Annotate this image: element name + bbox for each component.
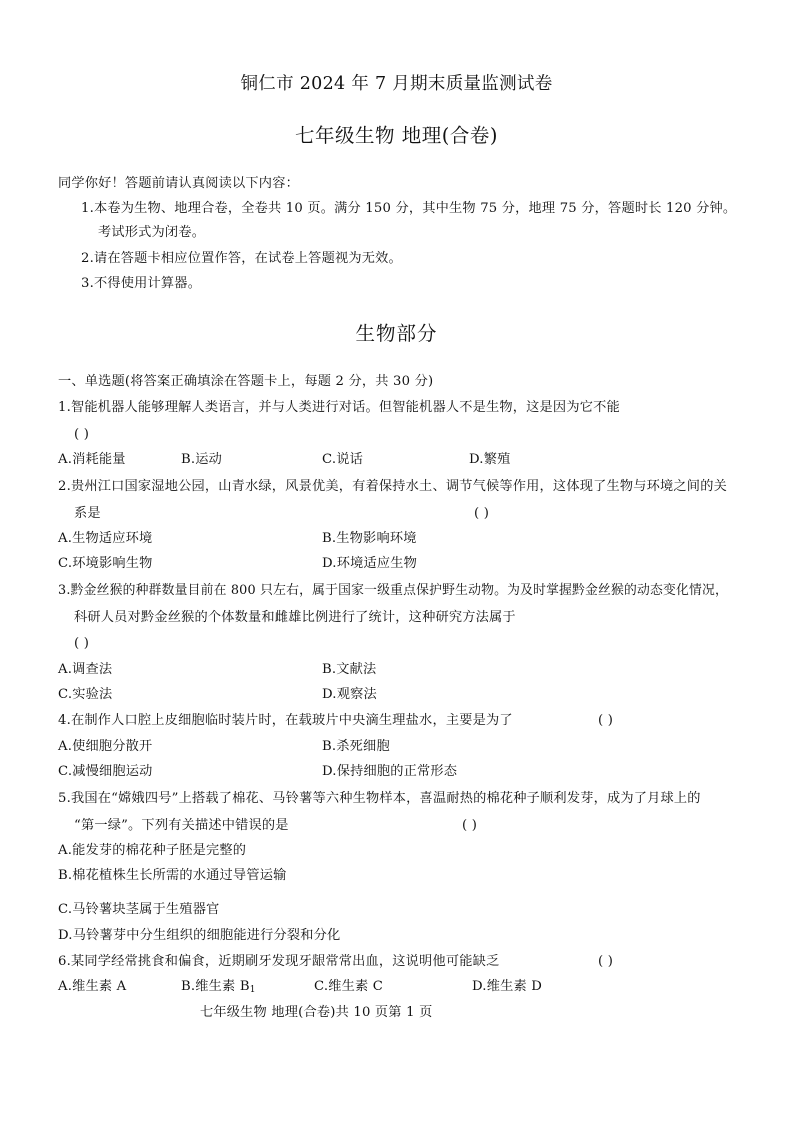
- question-2-option-b: B.生物影响环境: [322, 531, 417, 546]
- question-1-blank: ( ): [74, 427, 90, 442]
- question-4-option-d: D.保持细胞的正常形态: [322, 764, 458, 779]
- question-2-stem: 2.贵州江口国家湿地公园，山青水绿，风景优美，有着保持水土、调节气候等作用，这体现了生物与环境之间的关: [58, 479, 727, 494]
- question-3-option-d: D.观察法: [322, 687, 377, 702]
- question-2-stem-cont: 系是: [74, 506, 101, 521]
- question-6-option-b: [181, 979, 256, 996]
- question-5-option-d: D.马铃薯芽中分生组织的细胞能进行分裂和分化: [58, 928, 341, 943]
- question-4-stem: 4.在制作人口腔上皮细胞临时装片时，在载玻片中央滴生理盐水，主要是为了: [58, 713, 513, 728]
- question-4-option-b: B.杀死细胞: [322, 739, 390, 754]
- question-5-blank: ( ): [462, 818, 478, 833]
- question-6-option-d: D.维生素 D: [472, 979, 543, 994]
- question-4-option-c: C.减慢细胞运动: [58, 764, 153, 779]
- question-6-stem: 6.某同学经常挑食和偏食，近期刷牙发现牙龈常常出血，这说明他可能缺乏: [58, 954, 500, 969]
- question-2-option-d: D.环境适应生物: [322, 556, 418, 571]
- question-6-option-b-text: B.维生素 B: [181, 979, 250, 994]
- question-1-stem: 1.智能机器人能够理解人类语言，并与人类进行对话。但智能机器人不是生物，这是因为它不能: [58, 400, 620, 415]
- question-5-option-a: A.能发芽的棉花种子胚是完整的: [58, 843, 247, 858]
- question-1-option-b: B.运动: [181, 452, 223, 467]
- question-3-option-c: C.实验法: [58, 687, 113, 702]
- page-footer: 七年级生物 地理(合卷)共 10 页第 1 页: [200, 1005, 433, 1020]
- exam-title: 铜仁市 2024 年 7 月期末质量监测试卷: [240, 74, 553, 94]
- question-5-stem-cont: “第一绿”。下列有关描述中错误的是: [74, 818, 289, 833]
- question-4-blank: ( ): [598, 713, 614, 728]
- notice-item-3: 3.不得使用计算器。: [81, 276, 202, 291]
- question-6-blank: ( ): [598, 954, 614, 969]
- question-6-option-c: C.维生素 C: [314, 979, 384, 994]
- question-6-option-a: A.维生素 A: [58, 979, 127, 994]
- question-2-option-c: C.环境影响生物: [58, 556, 153, 571]
- question-6-option-b-subscript: 1: [249, 985, 256, 995]
- question-5-option-c: C.马铃薯块茎属于生殖器官: [58, 902, 220, 917]
- notice-intro: 同学你好！答题前请认真阅读以下内容：: [58, 176, 299, 191]
- question-2-option-a: A.生物适应环境: [58, 531, 153, 546]
- section-title: 生物部分: [355, 322, 438, 345]
- question-3-stem: 3.黔金丝猴的种群数量目前在 800 只左右，属于国家一级重点保护野生动物。为及时掌握黔金丝猴的动态变化情况，: [58, 583, 729, 598]
- notice-item-2: 2.请在答题卡相应位置作答，在试卷上答题视为无效。: [81, 251, 402, 266]
- question-2-blank: ( ): [474, 506, 490, 521]
- question-3-blank: ( ): [74, 636, 90, 651]
- question-3-stem-cont: 科研人员对黔金丝猴的个体数量和雌雄比例进行了统计，这种研究方法属于: [74, 610, 516, 625]
- notice-item-1-cont: 考试形式为闭卷。: [98, 225, 206, 240]
- part-heading: 一、单选题(将答案正确填涂在答题卡上，每题 2 分，共 30 分): [58, 374, 434, 389]
- question-1-option-d: D.繁殖: [469, 452, 511, 467]
- question-4-option-a: A.使细胞分散开: [58, 739, 153, 754]
- question-3-option-b: B.文献法: [322, 662, 377, 677]
- question-1-option-c: C.说话: [322, 452, 363, 467]
- question-1-option-a: A.消耗能量: [58, 452, 126, 467]
- question-5-stem: 5.我国在“嫦娥四号”上搭载了棉花、马铃薯等六种生物样本，喜温耐热的棉花种子顺利发芽，成为了月球上的: [58, 791, 701, 806]
- notice-item-1: 1.本卷为生物、地理合卷，全卷共 10 页。满分 150 分，其中生物 75 分，地理 75 分，答题时长 120 分钟。: [81, 201, 737, 216]
- question-3-option-a: A.调查法: [58, 662, 113, 677]
- question-5-option-b: B.棉花植株生长所需的水通过导管运输: [58, 868, 287, 883]
- exam-subtitle: 七年级生物 地理(合卷): [295, 124, 498, 147]
